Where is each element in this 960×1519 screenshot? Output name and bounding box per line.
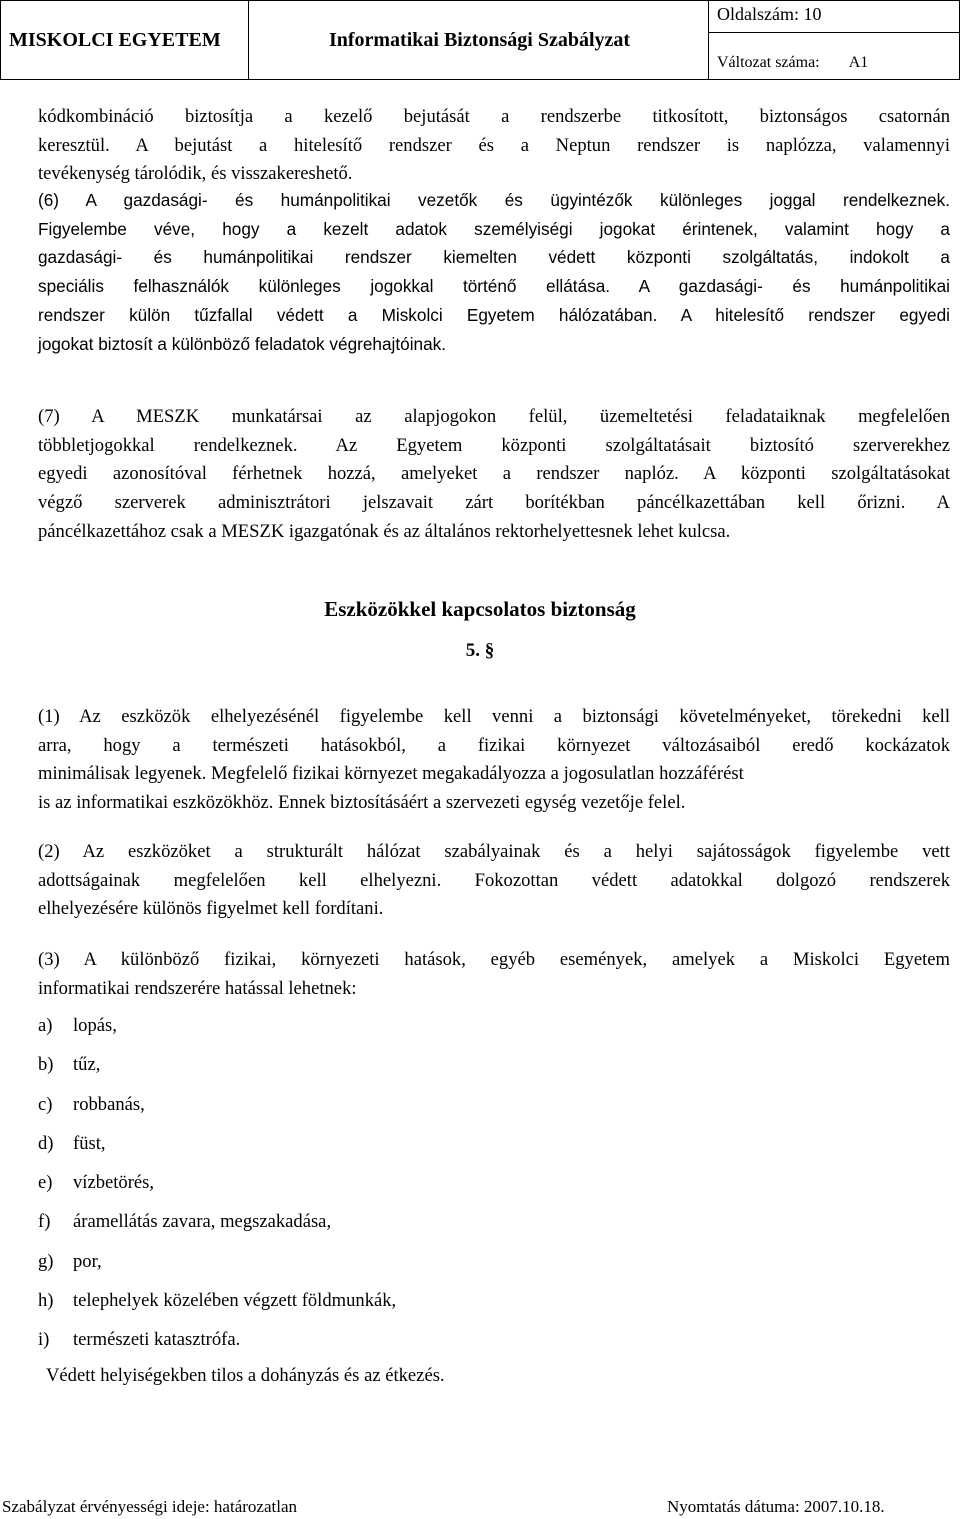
text-line: is az informatikai eszközökhöz. Ennek biztosításáért a szervezeti egység vezetője felel.	[38, 792, 686, 814]
text-line: keresztül. A bejutást a hitelesítő rendszer és a Neptun rendszer is naplózza, valamennyi	[38, 134, 950, 156]
university-name: MISKOLCI EGYETEM	[9, 29, 221, 51]
list-text: tűz,	[73, 1054, 101, 1076]
document-title: Informatikai Biztonsági Szabályzat	[328, 29, 631, 51]
text-line: egyedi azonosítóval férhetnek hozzá, amelyeket a rendszer naplóz. A központi szolgáltatásokat	[38, 463, 950, 485]
text-line: (3) A különböző fizikai, környezeti hatások, egyéb események, amelyek a Miskolci Egyetem	[38, 949, 950, 970]
text-line: Figyelembe véve, hogy a kezelt adatok személyiségi jogokat érintenek, valamint hogy a	[38, 218, 950, 239]
list-marker: e)	[38, 1172, 53, 1194]
list-text: lopás,	[73, 1015, 117, 1036]
list-marker: a)	[38, 1015, 53, 1036]
list-marker: h)	[38, 1290, 54, 1312]
text-line: páncélkazettához csak a MESZK igazgatónak és az általános rektorhelyettesnek lehet kulcsa.	[38, 520, 731, 542]
section-paragraph-1	[38, 703, 950, 818]
text-line: jogokat biztosít a különböző feladatok végrehajtóinak.	[38, 333, 446, 354]
list-item	[38, 1251, 396, 1290]
text-line: (6) A gazdasági- és humánpolitikai vezetők és ügyintézők különleges joggal rendelkeznek.	[38, 190, 950, 210]
section-paragraph-2	[38, 838, 950, 924]
list-item	[38, 1290, 396, 1329]
intro-paragraph	[38, 103, 950, 189]
text-line: arra, hogy a természeti hatásokból, a fizikai környezet változásaiból eredő kockázatok	[38, 734, 950, 756]
list-item	[38, 1211, 396, 1250]
list-item	[38, 1015, 396, 1054]
page-number: Oldalszám: 10	[717, 4, 822, 24]
text-line: tevékenység tárolódik, és visszakereshető.	[38, 163, 353, 185]
list-text: áramellátás zavara, megszakadása,	[73, 1211, 332, 1233]
list-text: por,	[73, 1250, 102, 1272]
list-text: füst,	[73, 1132, 106, 1154]
text-line: elhelyezésére különös figyelmet kell fordítani.	[38, 898, 384, 920]
version-info	[717, 54, 868, 72]
section-title: Eszközökkel kapcsolatos biztonság	[324, 597, 636, 621]
text-line: adottságainak megfelelően kell elhelyezni. Fokozottan védett adatokkal dolgozó rendszerek	[38, 869, 950, 891]
paragraph-6	[38, 186, 950, 358]
list-item	[38, 1172, 396, 1211]
list-text: vízbetörés,	[73, 1172, 155, 1194]
text-line: informatikai rendszerére hatással lehetnek:	[38, 977, 357, 999]
text-line: (1) Az eszközök elhelyezésénél figyelembe kell venni a biztonsági követelményeket, törekedni kell	[38, 706, 950, 727]
list-marker: f)	[38, 1211, 51, 1233]
list-text: telephelyek közelében végzett földmunkák,	[73, 1290, 397, 1312]
list-marker: i)	[38, 1329, 50, 1351]
text-line: speciális felhasználók különleges jogokkal történő ellátása. A gazdasági- és humánpolitikai	[38, 276, 950, 297]
hazard-list	[38, 1015, 396, 1369]
paragraph-7	[38, 403, 950, 547]
text-line: (7) A MESZK munkatársai az alapjogokon felül, üzemeltetési feladataiknak megfelelően	[38, 406, 950, 427]
list-item	[38, 1329, 396, 1368]
list-item	[38, 1054, 396, 1093]
list-item	[38, 1094, 396, 1133]
text-line: (2) Az eszközöket a strukturált hálózat szabályainak és a helyi sajátosságok figyelembe vett	[38, 841, 950, 862]
footer-validity: Szabályzat érvényességi ideje: határozatlan	[2, 1497, 297, 1516]
closing-note: Védett helyiségekben tilos a dohányzás és az étkezés.	[46, 1365, 445, 1386]
list-marker: c)	[38, 1093, 53, 1115]
list-text: természeti katasztrófa.	[73, 1329, 241, 1351]
text-line: minimálisak legyenek. Megfelelő fizikai környezet megakadályozza a jogosulatlan hozzáférést	[38, 763, 744, 785]
text-line: kódkombináció biztosítja a kezelő bejutását a rendszerbe titkosított, biztonságos csatornán	[38, 106, 950, 127]
list-text: robbanás,	[73, 1093, 145, 1115]
section-number: 5. §	[465, 640, 495, 661]
version-label: Változat száma:	[717, 54, 820, 71]
list-item	[38, 1133, 396, 1172]
list-marker: b)	[38, 1054, 54, 1076]
document-header	[0, 0, 960, 80]
text-line: többletjogokkal rendelkeznek. Az Egyetem központi szolgáltatásait biztosító szerverekhez	[38, 434, 950, 456]
text-line: rendszer külön tűzfallal védett a Miskolci Egyetem hálózatában. A hitelesítő rendszer egyedi	[38, 304, 950, 325]
section-paragraph-3	[38, 946, 950, 1003]
version-value: A1	[848, 54, 869, 71]
text-line: gazdasági- és humánpolitikai rendszer kiemelten védett központi szolgáltatás, indokolt a	[38, 247, 950, 268]
footer-print-date: Nyomtatás dátuma: 2007.10.18.	[667, 1497, 885, 1516]
list-marker: g)	[38, 1250, 54, 1272]
list-marker: d)	[38, 1132, 54, 1154]
text-line: végző szerverek adminisztrátori jelszavait zárt borítékban páncélkazettában kell őrizni. A	[38, 492, 950, 514]
